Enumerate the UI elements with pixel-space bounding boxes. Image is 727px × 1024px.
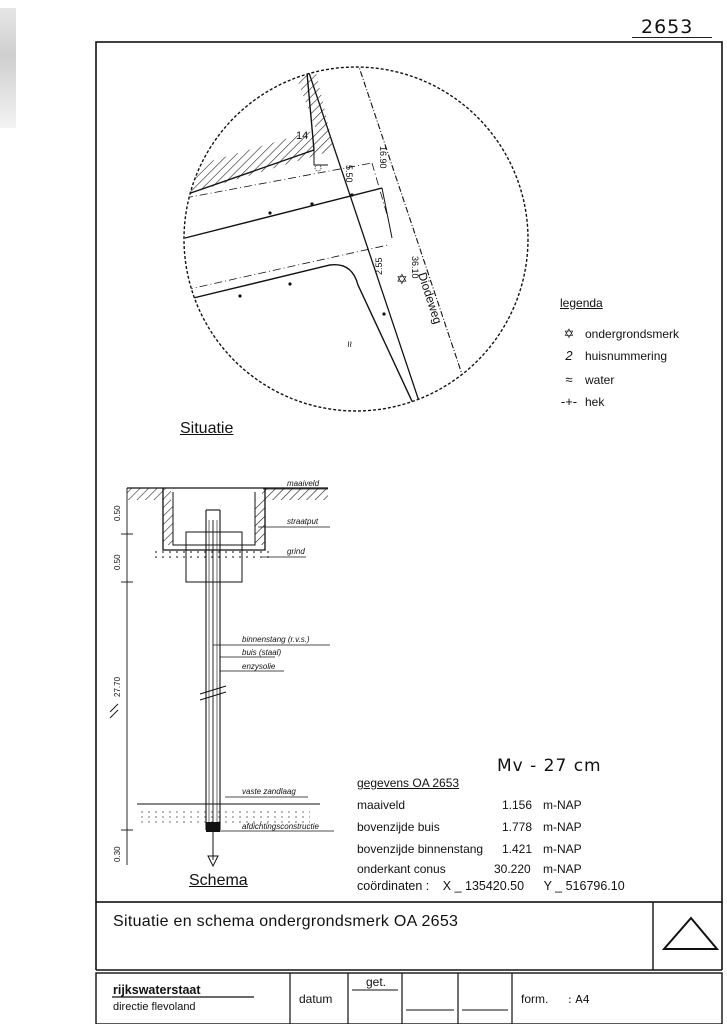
label-straatput: straatput xyxy=(287,517,319,526)
dim-long: 27.70 xyxy=(113,676,122,697)
legend-item: -+- hek xyxy=(555,394,604,409)
label-grind: grind xyxy=(287,547,305,556)
label-zandlaag: vaste zandlaag xyxy=(242,787,296,796)
coordinate-x: X _ 135420.50 xyxy=(442,879,525,893)
dim-second: 0.50 xyxy=(113,554,122,570)
house-number-icon: 2 xyxy=(565,348,573,363)
coordinates-label: coördinaten : xyxy=(357,879,430,893)
house-number: 14 xyxy=(296,130,309,142)
street-label: Diodeweg xyxy=(415,270,445,326)
org-name: rijkswaterstaat xyxy=(113,983,201,997)
org-division: directie flevoland xyxy=(113,1001,196,1013)
label-maaiveld: maaiveld xyxy=(287,479,320,488)
coordinates xyxy=(357,879,625,893)
dim-550: 5.50 xyxy=(344,165,354,183)
legend-item: 2 huisnummering xyxy=(555,348,667,363)
ground-level-note: Mv - 27 cm xyxy=(497,756,602,776)
data-row: maaiveld 1.156 m-NAP xyxy=(357,798,582,812)
dim-3610: 36.10 xyxy=(410,256,420,279)
situation-title: Situatie xyxy=(180,420,234,437)
water-icon: ≈ xyxy=(565,372,573,387)
drawing-frame xyxy=(96,42,722,902)
fence-icon: -+- xyxy=(560,394,578,409)
datum-label: datum xyxy=(299,992,333,1006)
sheet-number: 2653 xyxy=(641,16,694,38)
schema-title: Schema xyxy=(189,872,248,889)
title-block-table xyxy=(96,973,722,1024)
data-row: bovenzijde binnenstang 1.421 m-NAP xyxy=(357,842,582,856)
label-afdichting: afdichtingsconstructie xyxy=(242,822,319,831)
label-enzysolie: enzysolie xyxy=(242,662,276,671)
legend-title: legenda xyxy=(560,296,603,310)
coordinate-y: Y _ 516796.10 xyxy=(543,879,625,893)
schema-drawing xyxy=(110,479,334,866)
situation-map xyxy=(180,40,528,440)
water-symbol: ≈ xyxy=(343,341,355,348)
data-row: onderkant conus 30.220 m-NAP xyxy=(357,862,582,876)
data-title: gegevens OA 2653 xyxy=(357,776,460,790)
rws-logo xyxy=(664,918,717,949)
dim-255: 2.55 xyxy=(374,257,384,275)
drawing-title: Situatie en schema ondergrondsmerk OA 2653 xyxy=(113,913,459,930)
data-row: bovenzijde buis 1.778 m-NAP xyxy=(357,820,582,834)
dim-bottom: 0.30 xyxy=(113,846,122,862)
benchmark-star-icon: ✡ xyxy=(563,326,575,341)
legend-item: ✡ ondergrondsmerk xyxy=(555,326,679,342)
legend-item: ≈ water xyxy=(555,372,614,387)
dim-top: 0.50 xyxy=(113,505,122,521)
benchmark-star-icon: ✡ xyxy=(396,271,408,287)
form-label: form. xyxy=(521,992,549,1006)
dim-1690: 16.90 xyxy=(378,146,388,169)
get-label: get. xyxy=(366,975,387,989)
label-buis: buis (staal) xyxy=(242,648,282,657)
label-binnenstang: binnenstang (r.v.s.) xyxy=(242,635,310,644)
form-value: : A4 xyxy=(568,993,590,1006)
